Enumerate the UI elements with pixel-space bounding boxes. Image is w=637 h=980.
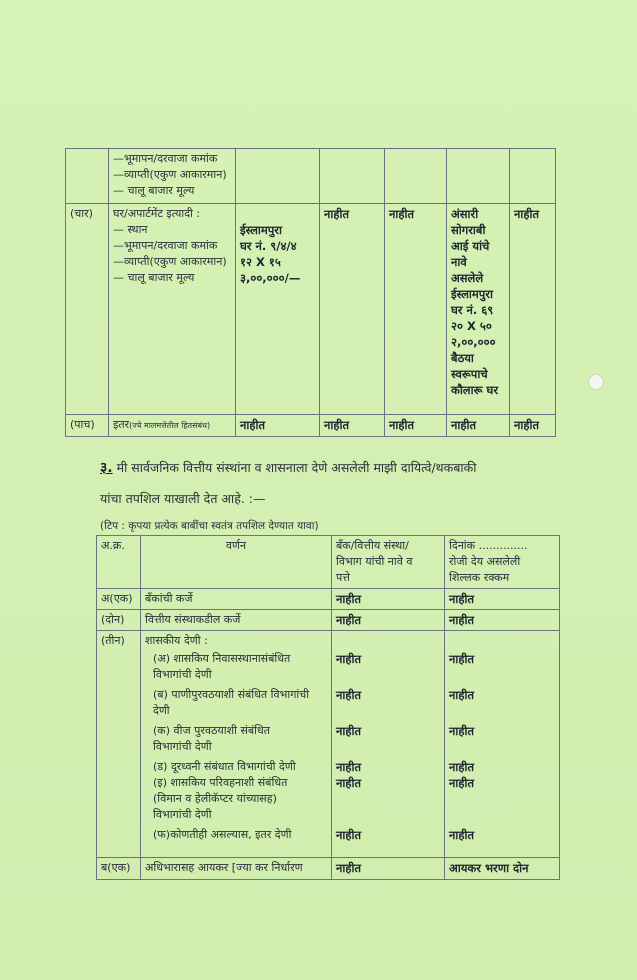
value-cell: नाहीत <box>320 415 385 437</box>
value-cell: नाहीत <box>510 415 556 437</box>
value-cell: नाहीत <box>385 415 447 437</box>
house-details: ईस्लामपुरा घर नं. ९/४/४ १२ X १५ ३,००,०००/— <box>236 204 320 415</box>
value-cell: नाहीत <box>447 415 510 437</box>
header-description: वर्णन <box>141 536 332 589</box>
table-row <box>66 415 556 437</box>
punch-hole <box>588 374 604 390</box>
row-num: (चार) <box>66 204 109 415</box>
gov-dues-institutions: नाहीत नाहीत नाहीत नाहीत नाहीत नाहीत <box>332 631 445 858</box>
table-row: अ(एक) बँकांची कर्जे नाहीत नाहीत <box>97 589 560 610</box>
house-owner-details: अंसारी सोगराबी आई यांचे नावे असलेले ईस्लामपुरा घर नं. ६९ २० X ५० २,००,००० बैठया स्वरूपाचे कौलारू घर <box>447 204 510 415</box>
table-row: (तीन) शासकीय देणी : (अ) शासकिय निवासस्थानासंबंधित विभागांची देणी (ब) पाणीपुरवठयाशी संबंधित विभागांची देणी (क) वीज पुरवठयाशी संबंधित विभागांची देणी (ड) दूरध्वनी संबंधात विभागांची देणी (इ) शासकिय परिवहनाशी संबंधित (विमान व हेलीकॅप्टर यांच्यासह) विभागांची देणी (फ)कोणतीही असल्यास, इतर देणी नाहीत नाहीत नाहीत नाहीत नाहीत नाहीत नाहीत नाहीत नाहीत नाहीत नाहीत नाहीत <box>97 631 560 858</box>
liabilities-table <box>96 535 560 880</box>
value-cell: नाहीत <box>510 204 556 415</box>
table-header-row <box>97 536 560 589</box>
table-row: ब(एक) अधिभारासह आयकर [ज्या कर निर्धारण नाहीत आयकर भरणा दोन <box>97 858 560 880</box>
gov-dues-list: शासकीय देणी : (अ) शासकिय निवासस्थानासंबंधित विभागांची देणी (ब) पाणीपुरवठयाशी संबंधित विभागांची देणी (क) वीज पुरवठयाशी संबंधित विभागांची देणी (ड) दूरध्वनी संबंधात विभागांची देणी (इ) शासकिय परिवहनाशी संबंधित (विमान व हेलीकॅप्टर यांच्यासह) विभागांची देणी (फ)कोणतीही असल्यास, इतर देणी <box>141 631 332 858</box>
row-desc: इतर(ज्ये मालमत्तेतील हितसंबंध) <box>109 415 236 437</box>
header-serial: अ.क्र. <box>97 536 141 589</box>
table-row <box>66 149 556 204</box>
header-balance: दिनांक .............. रोजी देय असलेली शिल्लक रक्कम <box>445 536 560 589</box>
row-top-desc: —भूमापन/दरवाजा कमांक —व्याप्ती(एकुण आकारमान) — चालू बाजार मूल्य <box>109 149 236 204</box>
gov-dues-balances: नाहीत नाहीत नाहीत नाहीत नाहीत नाहीत <box>445 631 560 858</box>
row-num: (पाच) <box>66 415 109 437</box>
value-cell: नाहीत <box>385 204 447 415</box>
table-row: (दोन) वित्तीय संस्थाकडील कर्जे नाहीत नाहीत <box>97 610 560 631</box>
assets-table <box>65 148 556 437</box>
value-cell: नाहीत <box>320 204 385 415</box>
header-institution: बँक/वित्तीय संस्था/ विभाग यांची नावे व पत्ते <box>332 536 445 589</box>
section-heading: ३. मी सार्वजनिक वित्तीय संस्थांना व शासनाला देणे असलेली माझी दायित्वे/थकबाकी <box>100 460 477 476</box>
value-cell: नाहीत <box>236 415 320 437</box>
row-desc: घर/अपार्टमेंट इत्यादी : — स्थान —भूमापन/दरवाजा कमांक —व्याप्ती(एकुण आकारमान) — चालू बाजार मूल्य <box>109 204 236 415</box>
section-note: (टिप : कृपया प्रत्येक बाबींचा स्वतंत्र तपशिल देण्यात यावा) <box>100 520 319 532</box>
table-row <box>66 204 556 415</box>
section-text: यांचा तपशिल याखाली देत आहे. :— <box>100 491 266 506</box>
